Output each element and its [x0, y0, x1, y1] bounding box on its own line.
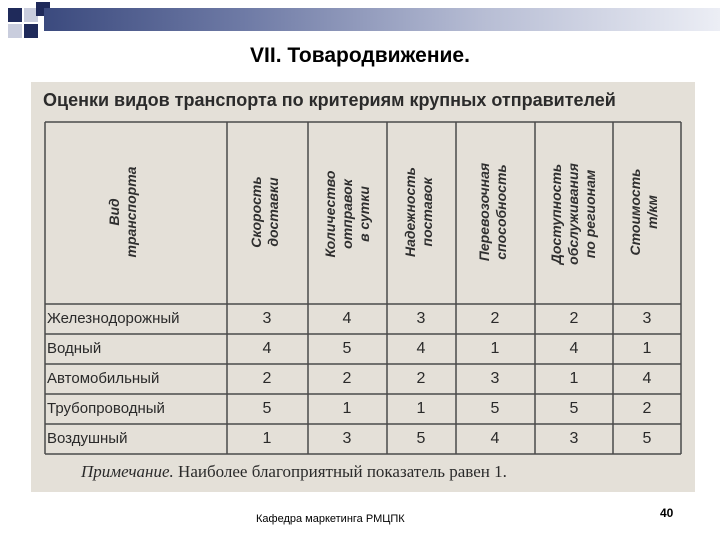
note-text: Наиболее благоприятный показатель равен 1.: [173, 462, 507, 481]
table-cell: 5: [569, 400, 579, 417]
table-cell: 1: [262, 430, 272, 447]
table-cell: 1: [490, 340, 500, 357]
table-cell: 2: [342, 370, 352, 387]
table-cell: 2: [642, 400, 652, 417]
header-carrying-capacity: Перевозочная способность: [476, 162, 509, 262]
header-regional-availability: Доступность обслуживания по регионам: [548, 163, 598, 265]
decor-square-1: [8, 8, 22, 22]
row-name-automobile: Автомобильный: [47, 370, 160, 387]
row-name-railway: Железнодорожный: [47, 310, 180, 327]
table-cell: 4: [569, 340, 579, 357]
header-delivery-speed: Скорость доставки: [248, 176, 281, 248]
row-name-air: Воздушный: [47, 430, 128, 447]
header-gradient-band: [44, 8, 720, 31]
header-transport-type: Вид транспорта: [106, 166, 139, 258]
table-cell: 1: [416, 400, 426, 417]
table-cell: 5: [262, 400, 272, 417]
table-cell: 5: [416, 430, 426, 447]
table-cell: 3: [642, 310, 652, 327]
table-cell: 5: [642, 430, 652, 447]
table-cell: 1: [642, 340, 652, 357]
decor-square-5: [24, 24, 38, 38]
note-label: Примечание.: [81, 462, 174, 481]
table-cell: 4: [490, 430, 500, 447]
scanned-table: [31, 82, 695, 492]
table-cell: 2: [569, 310, 579, 327]
table-cell: 4: [416, 340, 426, 357]
table-cell: 1: [569, 370, 579, 387]
table-cell: 1: [342, 400, 352, 417]
table-cell: 3: [490, 370, 500, 387]
table-cell: 4: [262, 340, 272, 357]
table-cell: 2: [262, 370, 272, 387]
table-cell: 5: [342, 340, 352, 357]
table-cell: 4: [642, 370, 652, 387]
row-name-water: Водный: [47, 340, 102, 357]
table-cell: 3: [262, 310, 272, 327]
page-number: 40: [660, 506, 674, 520]
table-note: [81, 462, 507, 482]
table-cell: 5: [490, 400, 500, 417]
table-cell: 3: [416, 310, 426, 327]
table-cell: 3: [569, 430, 579, 447]
table-cell: 2: [416, 370, 426, 387]
table-cell: 2: [490, 310, 500, 327]
footer-text: Кафедра маркетинга РМЦПК: [256, 513, 405, 525]
table-title: Оценки видов транспорта по критериям крупных отправителей: [43, 90, 616, 110]
row-name-pipeline: Трубопроводный: [47, 400, 165, 417]
decor-square-4: [8, 24, 22, 38]
table-cell: 3: [342, 430, 352, 447]
slide-title: VII. Товародвижение.: [250, 44, 470, 67]
header-delivery-reliability: Надежность поставок: [402, 167, 435, 258]
table-cell: 4: [342, 310, 352, 327]
header-cost-per-tkm: Стоимость т/км: [627, 168, 660, 256]
header-shipments-per-day: Количество отправок в сутки: [322, 170, 372, 258]
